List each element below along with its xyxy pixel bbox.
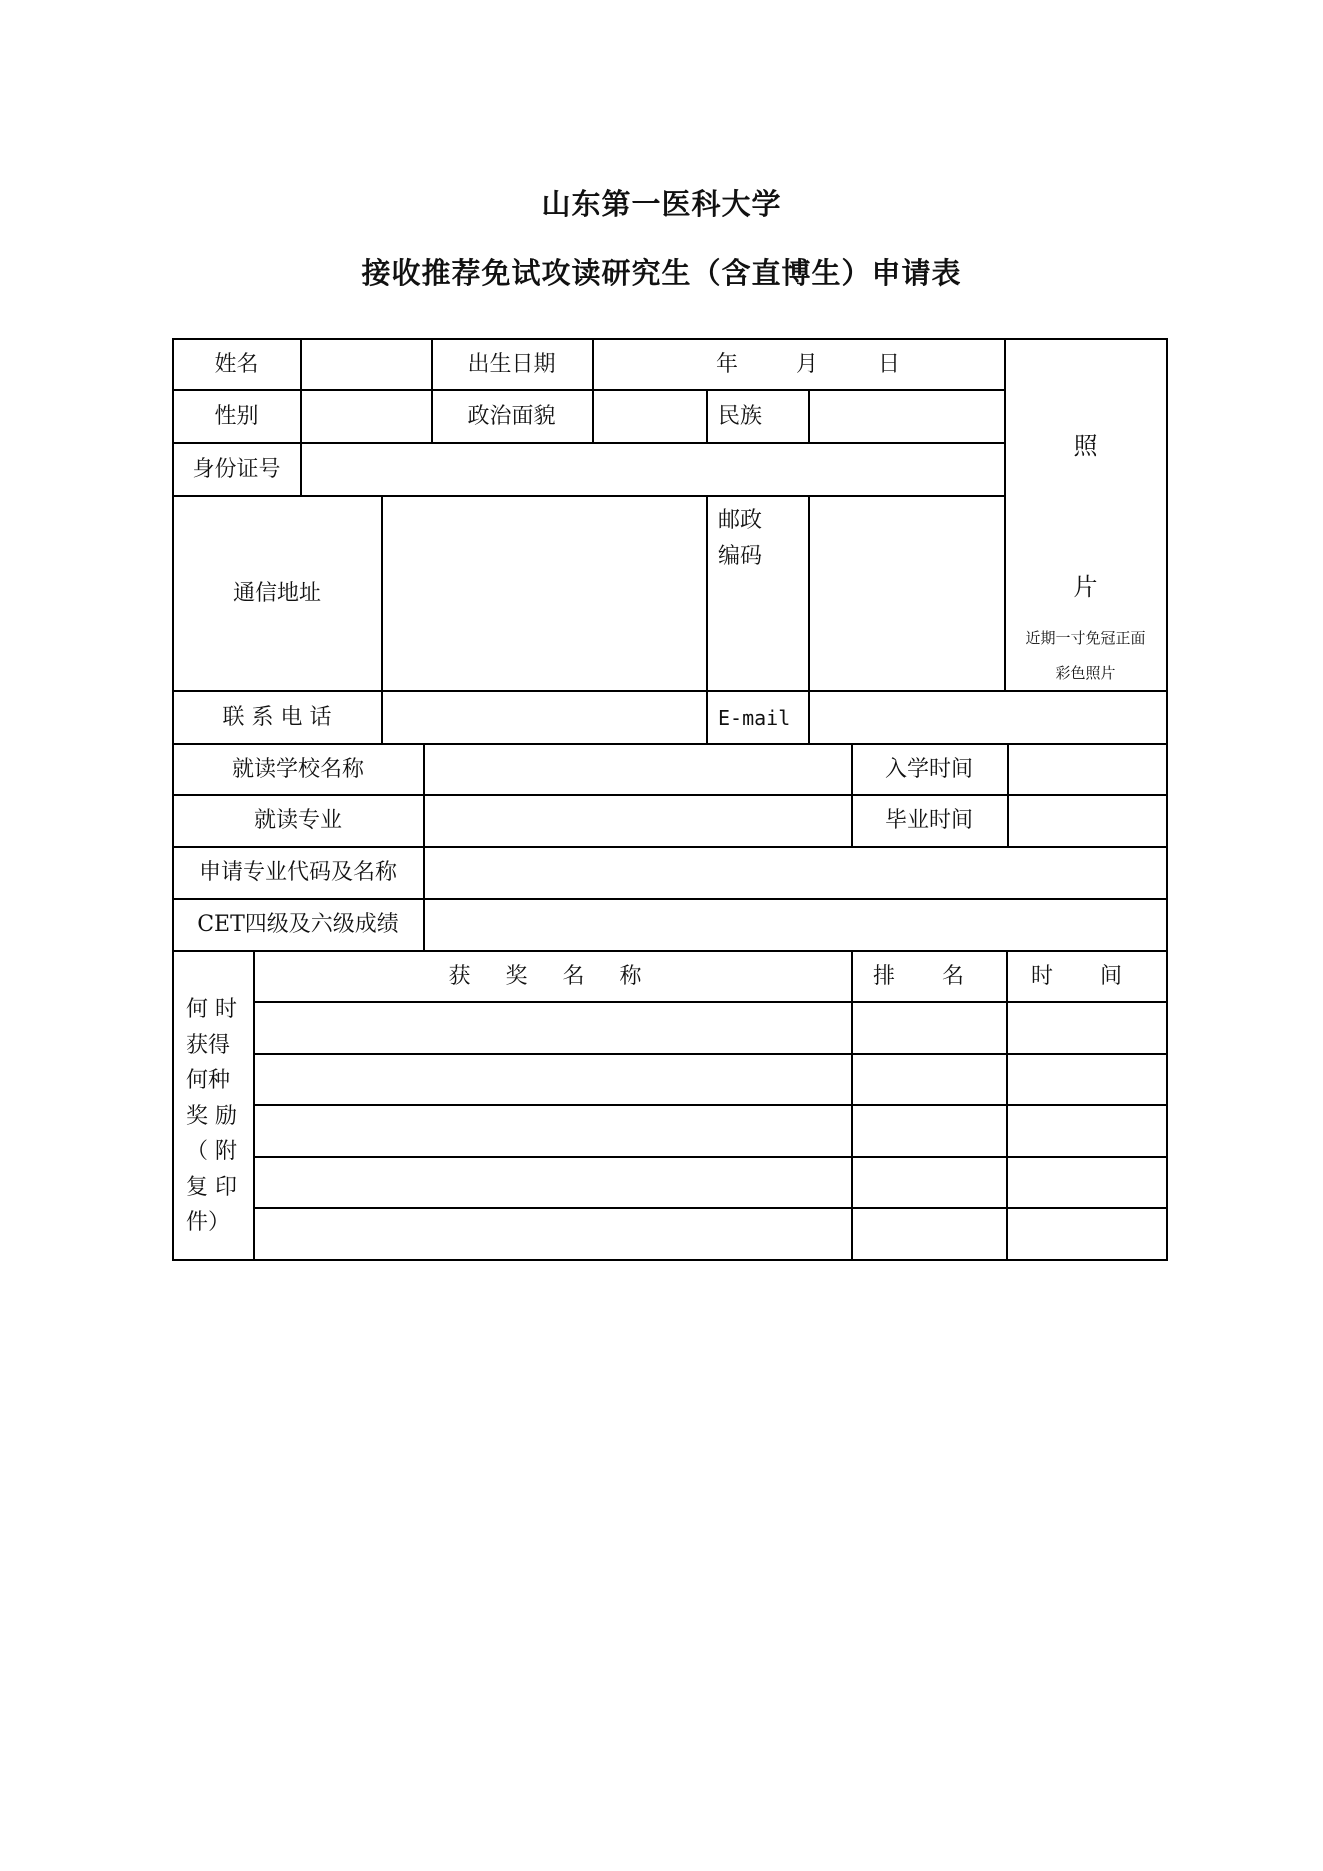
- awards-side-label-line: 何种: [186, 1068, 231, 1093]
- address-field[interactable]: [381, 496, 706, 691]
- year-label: 年: [716, 352, 739, 377]
- photo-char-2: 片: [1073, 573, 1098, 601]
- enrollment-date-label: 入学时间: [884, 756, 973, 782]
- graduation-date-field[interactable]: [1007, 795, 1167, 847]
- awards-side-label: [173, 951, 253, 1260]
- photo-char-1: 照: [1073, 432, 1098, 460]
- award-name-field[interactable]: [253, 1208, 851, 1259]
- award-rank-field[interactable]: [851, 1208, 1006, 1259]
- email-label: E-mail: [718, 705, 791, 730]
- award-rank-field[interactable]: [851, 1002, 1006, 1053]
- birth-date-field[interactable]: [592, 339, 1004, 390]
- email-field[interactable]: [808, 691, 1167, 744]
- awards-side-label-line: 件）: [186, 1210, 231, 1235]
- award-rank-field[interactable]: [851, 1105, 1006, 1156]
- awards-side-label-line: （ 附: [186, 1139, 237, 1164]
- award-name-field[interactable]: [253, 1105, 851, 1156]
- id-number-field[interactable]: [300, 443, 1004, 496]
- cet-score-label: CET四级及六级成绩: [197, 912, 399, 937]
- awards-side-label-lines: [186, 992, 237, 1241]
- award-rank-field[interactable]: [851, 1054, 1006, 1105]
- major-label: 就读专业: [253, 808, 342, 833]
- ethnicity-field[interactable]: [808, 390, 1004, 443]
- awards-side-label-line: 何 时: [186, 997, 237, 1022]
- postcode-label-line1: 邮政: [718, 508, 763, 533]
- award-name-field[interactable]: [253, 1002, 851, 1053]
- photo-box: [1004, 339, 1167, 691]
- award-rank-field[interactable]: [851, 1157, 1006, 1208]
- political-status-field[interactable]: [592, 390, 706, 443]
- birth-date-label: 出生日期: [467, 351, 556, 377]
- apply-major-field[interactable]: [423, 847, 1167, 899]
- awards-side-label-line: 获得: [186, 1032, 231, 1058]
- postcode-label-line2: 编码: [718, 544, 763, 569]
- award-time-field[interactable]: [1006, 1105, 1167, 1156]
- form-title: 接收推荐免试攻读研究生（含直博生）申请表: [361, 256, 962, 290]
- postcode-field[interactable]: [808, 496, 1004, 691]
- award-rank-header: 排 名: [873, 963, 984, 989]
- ethnicity-label: 民族: [718, 403, 763, 429]
- photo-note-1: 近期一寸免冠正面: [1025, 629, 1146, 647]
- awards-side-label-line: 复 印: [186, 1174, 237, 1200]
- cet-score-field[interactable]: [423, 899, 1167, 951]
- gender-label: 性别: [214, 403, 259, 429]
- award-time-field[interactable]: [1006, 1002, 1167, 1053]
- school-name-label: 就读学校名称: [231, 756, 364, 782]
- gender-field[interactable]: [300, 390, 431, 443]
- political-status-label: 政治面貌: [467, 403, 556, 429]
- name-label: 姓名: [214, 351, 259, 377]
- graduation-date-label: 毕业时间: [884, 808, 973, 833]
- apply-major-label: 申请专业代码及名称: [198, 860, 397, 885]
- major-field[interactable]: [423, 795, 851, 847]
- award-name-header: 获 奖 名 称: [448, 963, 656, 989]
- enrollment-date-field[interactable]: [1007, 744, 1167, 795]
- name-field[interactable]: [300, 339, 431, 390]
- award-time-field[interactable]: [1006, 1157, 1167, 1208]
- award-name-field[interactable]: [253, 1157, 851, 1208]
- award-name-field[interactable]: [253, 1054, 851, 1105]
- award-time-field[interactable]: [1006, 1208, 1167, 1259]
- address-label: 通信地址: [232, 580, 321, 606]
- photo-note-2: 彩色照片: [1055, 664, 1116, 682]
- id-number-label: 身份证号: [192, 456, 281, 482]
- month-label: 月: [796, 352, 819, 377]
- school-name-field[interactable]: [423, 744, 851, 795]
- phone-field[interactable]: [381, 691, 706, 744]
- awards-side-label-line: 奖 励: [186, 1103, 237, 1129]
- award-time-field[interactable]: [1006, 1054, 1167, 1105]
- phone-label: 联 系 电 话: [222, 704, 332, 730]
- university-title: 山东第一医科大学: [541, 187, 782, 221]
- award-time-header: 时 间: [1031, 963, 1142, 989]
- day-label: 日: [878, 352, 901, 377]
- table-rule: [172, 1259, 1168, 1261]
